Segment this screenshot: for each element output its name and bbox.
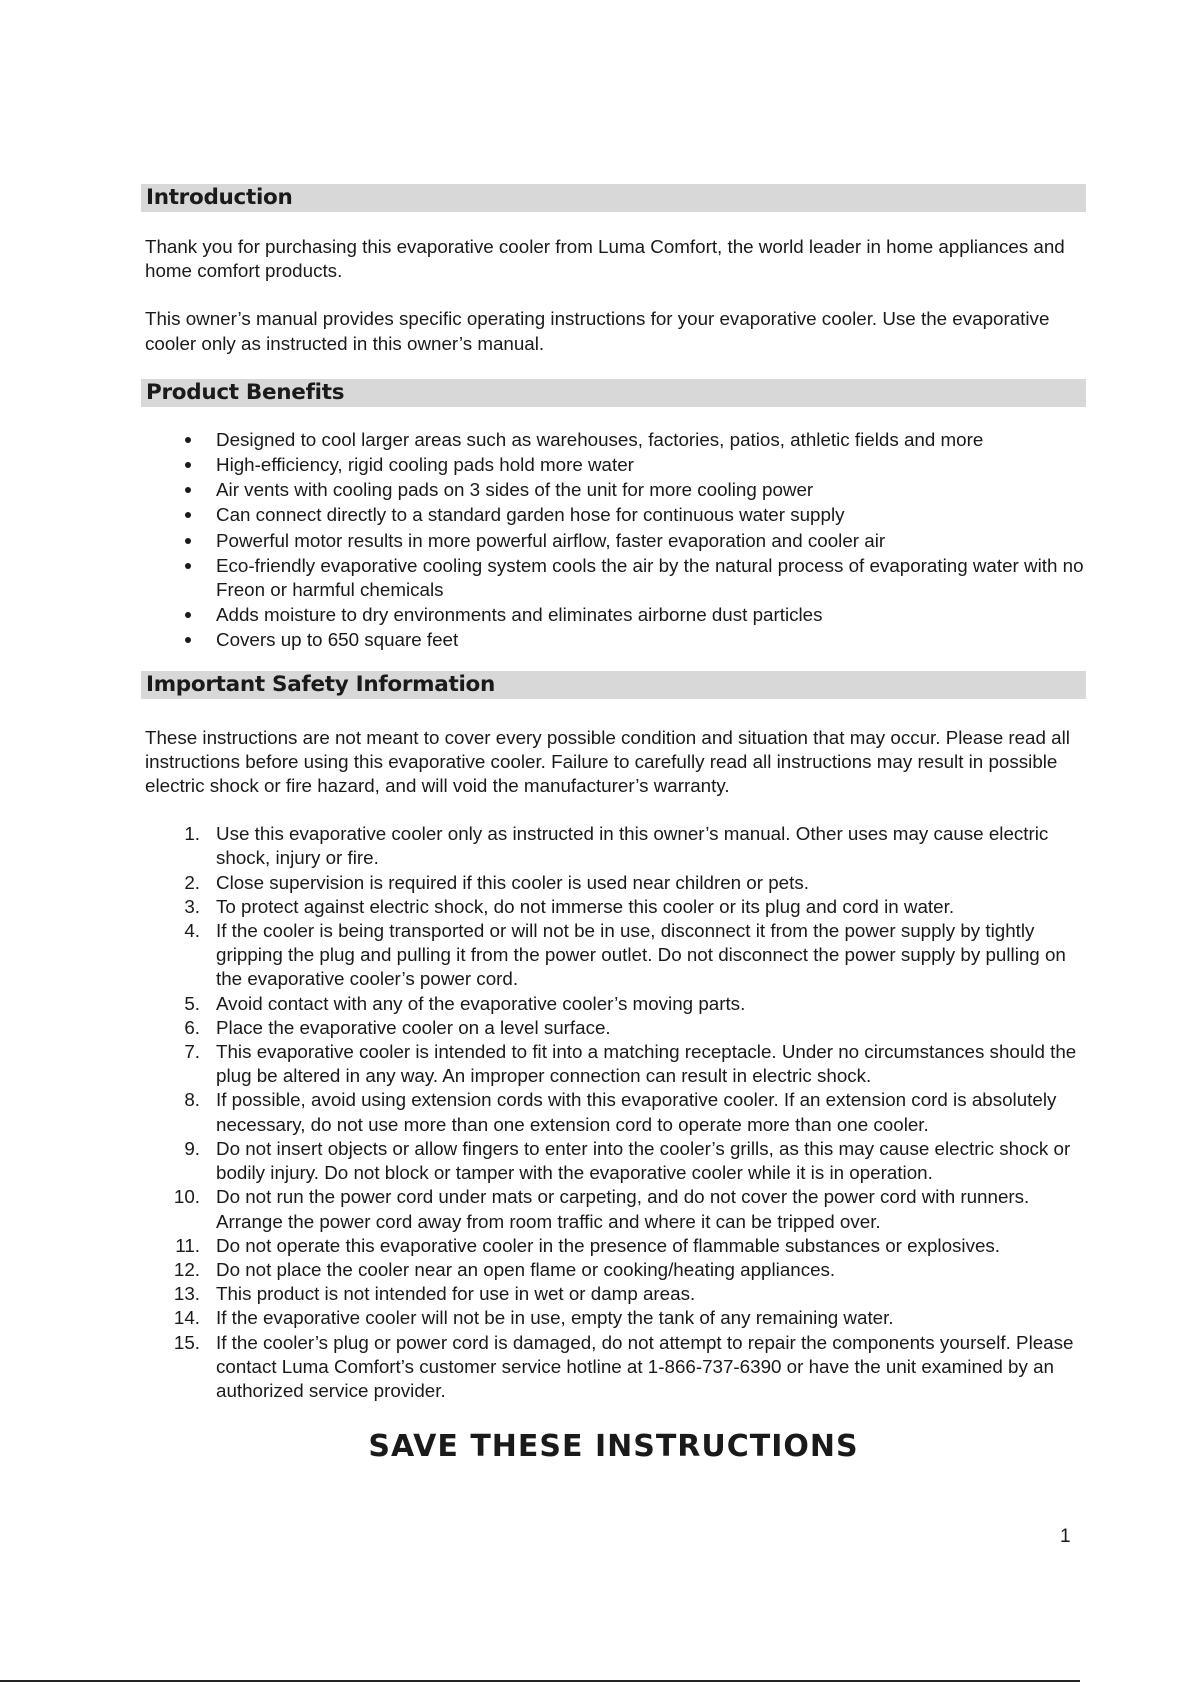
save-instructions-title: SAVE THESE INSTRUCTIONS bbox=[368, 1429, 859, 1465]
safety-list bbox=[141, 822, 1086, 1403]
list-item: 14. If the evaporative cooler will not be in use, empty the tank of any remaining water. bbox=[173, 1307, 894, 1329]
list-item: Eco-friendly evaporative cooling system cools the air by the natural process of evaporating water with no Freon or harmful chemicals bbox=[141, 554, 1086, 602]
bullet-icon bbox=[185, 538, 191, 544]
bullet-icon bbox=[185, 563, 191, 569]
list-item: 3. To protect against electric shock, do not immerse this cooler or its plug and cord in water. bbox=[184, 895, 955, 917]
bullet-icon bbox=[185, 512, 191, 518]
list-item: 9. Do not insert objects or allow fingers to enter into the cooler’s grills, as this may cause electric shock or bodily injury. Do not block or tamper with the evaporative cooler while it is in operation. bbox=[184, 1137, 1071, 1184]
list-item: Can connect directly to a standard garden hose for continuous water supply bbox=[141, 503, 1086, 527]
list-item: 5. Avoid contact with any of the evaporative cooler’s moving parts. bbox=[184, 992, 746, 1014]
list-item: High-efficiency, rigid cooling pads hold more water bbox=[141, 453, 1086, 477]
bullet-icon bbox=[185, 487, 191, 493]
list-item: 6. Place the evaporative cooler on a level surface. bbox=[184, 1016, 611, 1038]
list-item: 7. This evaporative cooler is intended to fit into a matching receptacle. Under no circumstances should the plug be altered in any way. An improper connection can result in electric shock. bbox=[184, 1041, 1077, 1087]
list-item: 4. If the cooler is being transported or will not be in use, disconnect it from the power supply by tightly gripping the plug and pulling it from the power outlet. Do not disconnect the power supply by pulling on the evaporative cooler’s power cord. bbox=[184, 920, 1066, 990]
list-item: 10. Do not run the power cord under mats or carpeting, and do not cover the power cord with runners. Arrange the power cord away from room traffic and where it can be tripped over. bbox=[173, 1186, 1030, 1232]
bullet-icon bbox=[185, 637, 191, 643]
page-number: 1 bbox=[1060, 1526, 1071, 1547]
list-item: Air vents with cooling pads on 3 sides of the unit for more cooling power bbox=[141, 478, 1086, 502]
list-item: 11. Do not operate this evaporative cooler in the presence of flammable substances or explosives. bbox=[175, 1234, 1001, 1256]
list-item: Powerful motor results in more powerful airflow, faster evaporation and cooler air bbox=[141, 529, 1086, 553]
bullet-icon bbox=[185, 437, 191, 443]
product-benefits-heading: Product Benefits bbox=[141, 379, 1086, 407]
page-content bbox=[141, 184, 1086, 1464]
list-item: Adds moisture to dry environments and eliminates airborne dust particles bbox=[141, 603, 1086, 627]
list-item: 13. This product is not intended for use in wet or damp areas. bbox=[173, 1283, 696, 1305]
introduction-heading: Introduction bbox=[141, 184, 1086, 212]
safety-heading: Important Safety Information bbox=[141, 671, 1086, 699]
bullet-icon bbox=[185, 612, 191, 618]
list-item: 15. If the cooler’s plug or power cord is damaged, do not attempt to repair the components yourself. Please contact Luma Comfort’s customer service hotline at 1-866-737-6390 or have the unit examined by an authorized service provider. bbox=[173, 1331, 1074, 1401]
intro-paragraph-1: Thank you for purchasing this evaporative cooler from Luma Comfort, the world leader in home appliances and home comfort products. bbox=[145, 236, 1065, 282]
list-item: 1. Use this evaporative cooler only as instructed in this owner’s manual. Other uses may cause electric shock, injury or fire. bbox=[184, 823, 1049, 869]
list-item: Designed to cool larger areas such as warehouses, factories, patios, athletic fields and more bbox=[141, 428, 1086, 452]
list-item: 8. If possible, avoid using extension cords with this evaporative cooler. If an extension cord is absolutely necessary, do not use more than one extension cord to operate more than one cooler. bbox=[184, 1089, 1057, 1135]
bottom-divider bbox=[0, 1680, 1080, 1682]
list-item: 12. Do not place the cooler near an open flame or cooking/heating appliances. bbox=[173, 1258, 836, 1280]
benefits-list bbox=[141, 428, 1086, 653]
bullet-icon bbox=[185, 462, 191, 468]
list-item: 2. Close supervision is required if this cooler is used near children or pets. bbox=[184, 871, 809, 893]
intro-paragraph-2: This owner’s manual provides specific operating instructions for your evaporative cooler. Use the evaporative cooler only as instructed in this owner’s manual. bbox=[145, 308, 1050, 354]
safety-intro: These instructions are not meant to cover every possible condition and situation that may occur. Please read all instructions before using this evaporative cooler. Failure to carefully read all instructions may result in possible electric shock or fire hazard, and will void the manufacturer’s warranty. bbox=[145, 726, 1070, 797]
list-item: Covers up to 650 square feet bbox=[141, 628, 1086, 652]
